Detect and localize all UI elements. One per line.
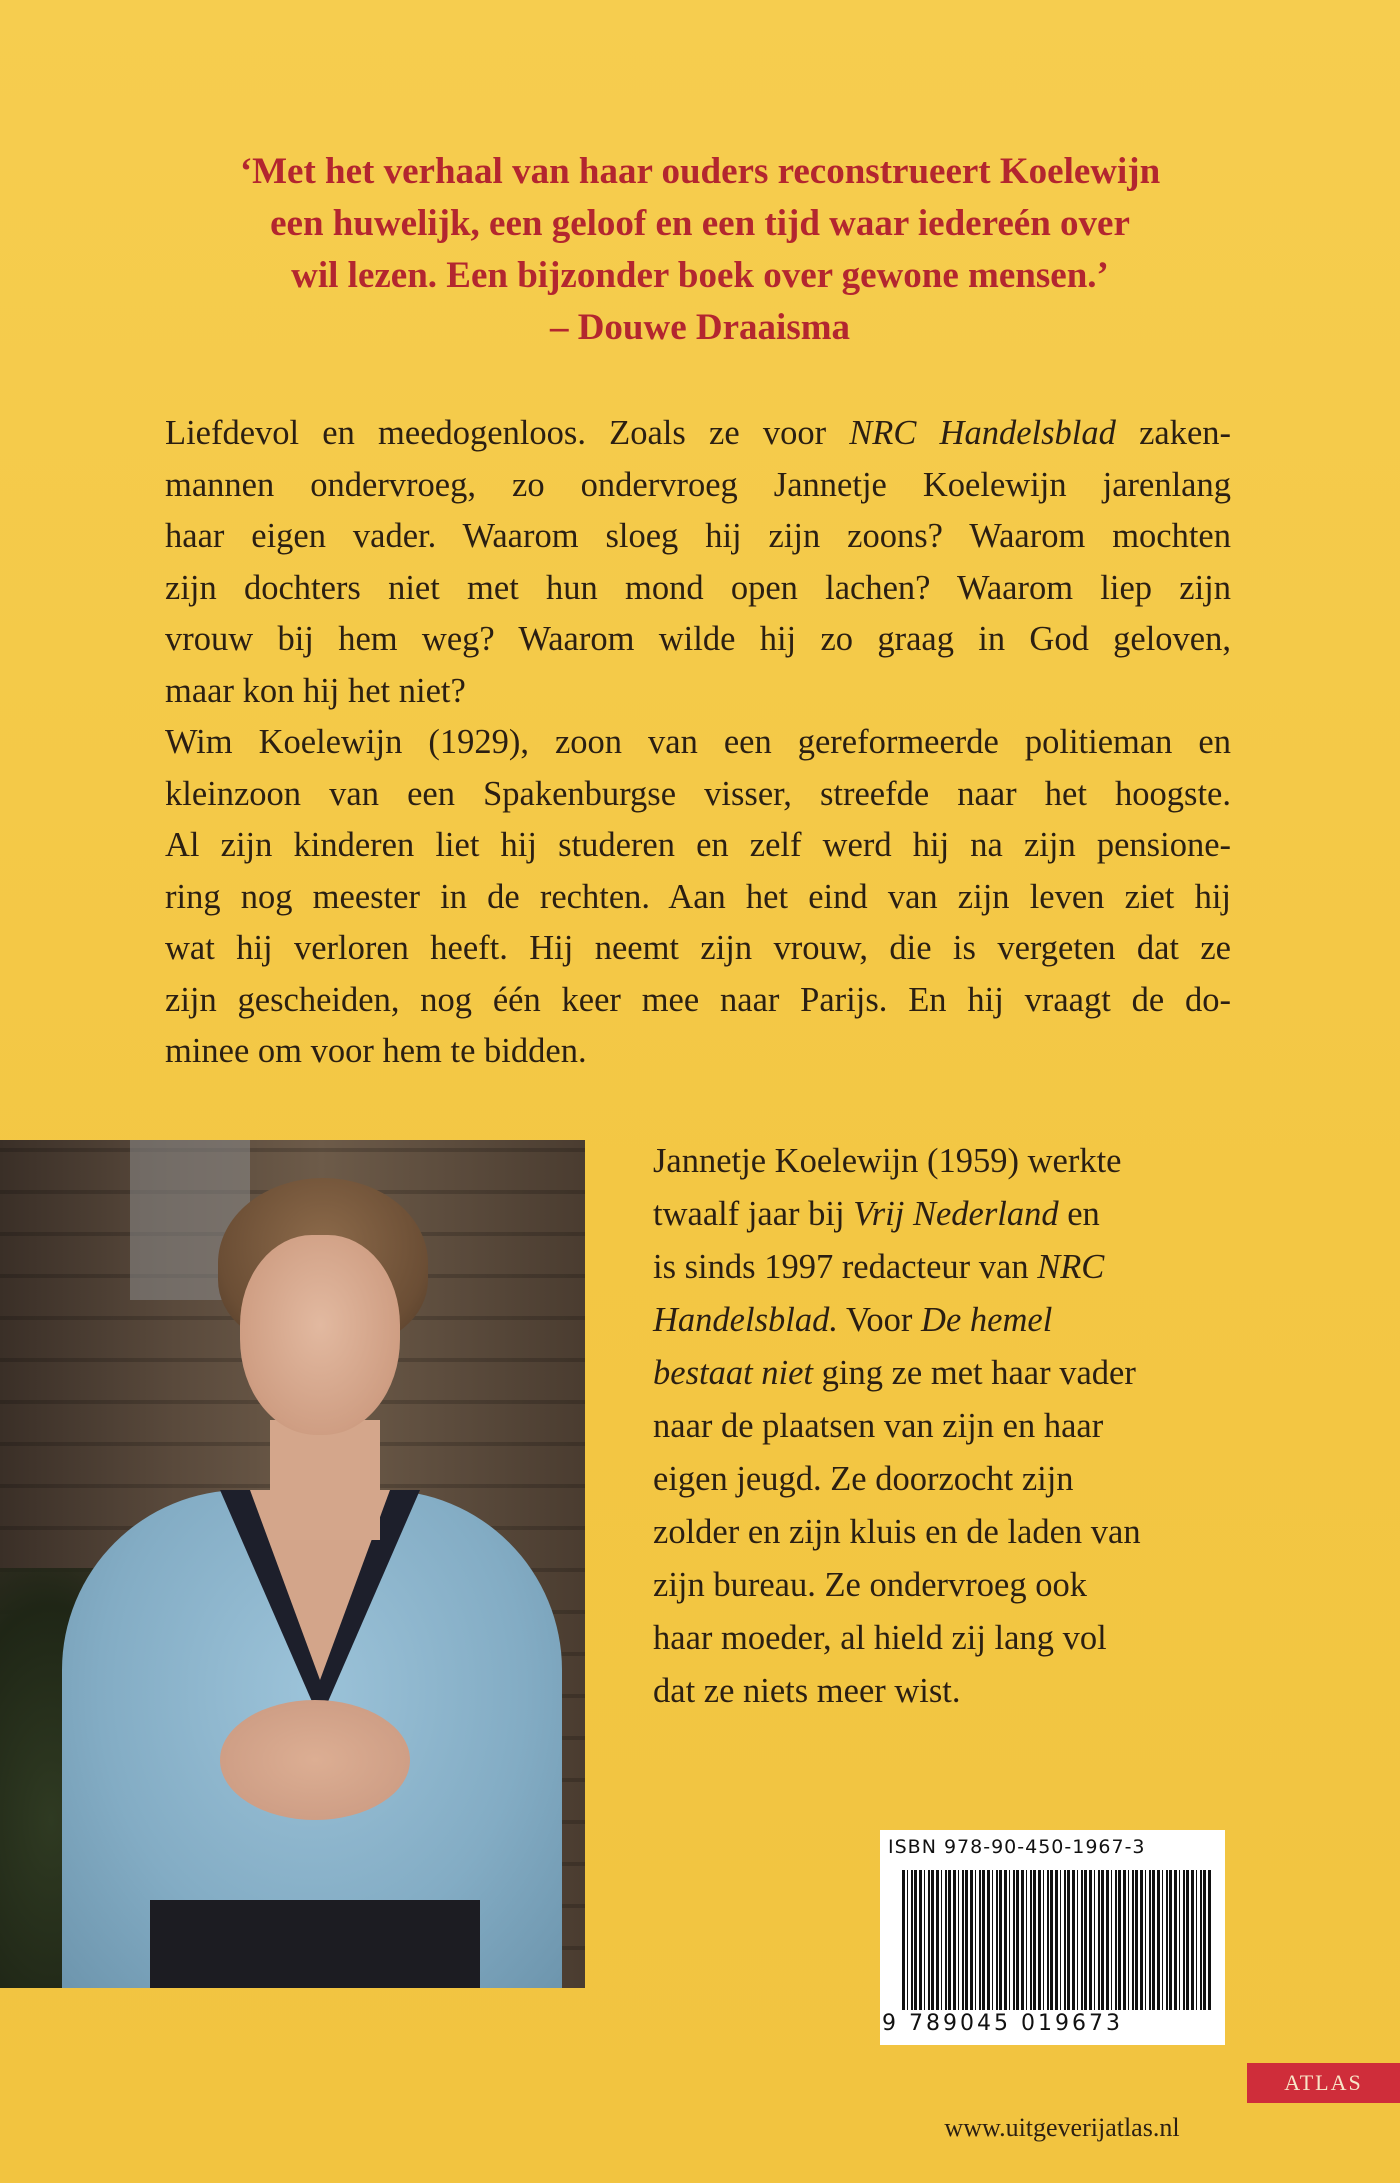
bio-line: [653, 1188, 1233, 1241]
book-description: [165, 408, 1231, 1078]
publisher-logo: ATLAS: [1247, 2063, 1400, 2103]
description-line: Al zijn kinderen liet hij studeren en zelf werd hij na zijn pensione-: [165, 826, 1231, 864]
newspaper-title: NRC Handelsblad: [849, 414, 1116, 452]
bio-text: ging ze met haar vader: [813, 1354, 1136, 1392]
description-line: kleinzoon van een Spakenburgse visser, streefde naar het hoogste.: [165, 774, 1231, 813]
quote-attribution: – Douwe Draaisma: [549, 307, 851, 348]
bio-text: twaalf jaar bij: [653, 1195, 854, 1233]
book-title: bestaat niet: [653, 1354, 814, 1392]
magazine-title: Vrij Nederland: [853, 1195, 1059, 1233]
author-bio: [653, 1135, 1233, 1718]
bio-text: is sinds 1997 redacteur van: [653, 1248, 1038, 1286]
description-text: zaken-: [1115, 414, 1232, 452]
quote-line: een huwelijk, een geloof en een tijd waar iedereén over: [270, 203, 1130, 244]
description-line: zijn dochters niet met hun mond open lachen? Waarom liep zijn: [165, 568, 1231, 607]
barcode-bars: [902, 1870, 1212, 2010]
face: [240, 1235, 400, 1435]
newspaper-title: NRC: [1037, 1248, 1105, 1286]
bio-text: Voor: [837, 1301, 922, 1339]
description-line: vrouw bij hem weg? Waarom wilde hij zo graag in God geloven,: [165, 620, 1231, 658]
bio-line: Jannetje Koelewijn (1959) werkte: [653, 1142, 1122, 1180]
review-quote: [120, 146, 1280, 354]
description-line: ring nog meester in de rechten. Aan het eind van zijn leven ziet hij: [165, 877, 1231, 916]
bio-line: zijn bureau. Ze ondervroeg ook: [653, 1566, 1087, 1604]
publisher-website: www.uitgeverijatlas.nl: [944, 2113, 1180, 2142]
bio-line: [653, 1241, 1233, 1294]
description-line: mannen ondervroeg, zo ondervroeg Jannetje Koelewijn jarenlang: [165, 465, 1231, 504]
skirt: [150, 1900, 480, 1988]
bio-line: [653, 1294, 1233, 1347]
bio-line: naar de plaatsen van zijn en haar: [653, 1407, 1104, 1445]
description-line: zijn gescheiden, nog één keer mee naar Parijs. En hij vraagt de do-: [165, 980, 1231, 1019]
isbn-number: ISBN 978-90-450-1967-3: [888, 1836, 1146, 1858]
description-line: haar eigen vader. Waarom sloeg hij zijn zoons? Waarom mochten: [165, 517, 1231, 555]
book-title: De hemel: [921, 1301, 1053, 1339]
bio-line: zolder en zijn kluis en de laden van: [653, 1513, 1141, 1551]
hands: [220, 1700, 410, 1820]
newspaper-title: Handelsblad.: [653, 1301, 838, 1339]
isbn-barcode: [880, 1830, 1225, 2045]
description-line: wat hij verloren heeft. Hij neemt zijn vrouw, die is vergeten dat ze: [165, 929, 1231, 967]
quote-line: ‘Met het verhaal van haar ouders reconstrueert Koelewijn: [239, 151, 1161, 192]
description-line: [165, 408, 1231, 460]
quote-line: wil lezen. Een bijzonder boek over gewone mensen.’: [291, 255, 1109, 296]
bio-line: dat ze niets meer wist.: [653, 1672, 961, 1710]
ean-number: 9 789045 019673: [882, 2011, 1123, 2036]
description-line: maar kon hij het niet?: [165, 671, 466, 710]
bio-line: [653, 1347, 1233, 1400]
bio-line: haar moeder, al hield zij lang vol: [653, 1619, 1107, 1657]
description-line: Wim Koelewijn (1929), zoon van een gereformeerde politieman en: [165, 723, 1231, 761]
neck: [270, 1420, 380, 1540]
author-photo: [0, 1140, 585, 1988]
description-text: Liefdevol en meedogenloos. Zoals ze voor: [165, 414, 850, 452]
bio-line: eigen jeugd. Ze doorzocht zijn: [653, 1460, 1074, 1498]
bio-text: en: [1058, 1195, 1100, 1233]
description-line: minee om voor hem te bidden.: [165, 1032, 587, 1070]
